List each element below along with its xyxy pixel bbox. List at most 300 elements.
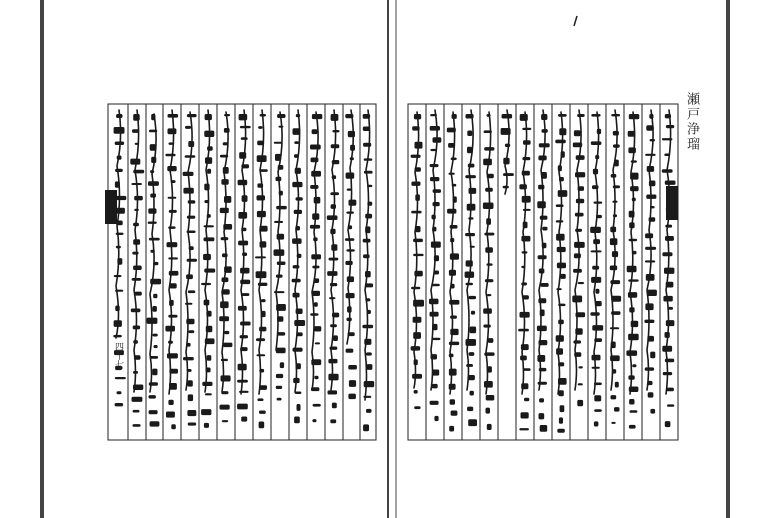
character-stroke: [558, 378, 567, 385]
character-stroke: [363, 114, 370, 119]
character-stroke: [256, 338, 265, 341]
character-stroke: [134, 355, 141, 360]
character-stroke: [171, 180, 176, 183]
character-stroke: [645, 260, 655, 262]
character-stroke: [594, 383, 602, 386]
character-stroke: [594, 409, 602, 412]
character-stroke: [311, 158, 319, 163]
character-stroke: [487, 366, 492, 372]
character-stroke: [135, 143, 139, 145]
character-stroke: [540, 425, 548, 432]
character-stroke: [188, 141, 194, 147]
character-stroke: [573, 143, 582, 148]
character-stroke: [204, 225, 214, 227]
character-stroke: [613, 144, 620, 147]
character-stroke: [592, 185, 599, 189]
character-stroke: [292, 182, 302, 187]
character-stroke: [468, 419, 477, 426]
character-stroke: [590, 227, 601, 233]
character-stroke: [147, 318, 158, 324]
character-stroke: [594, 421, 599, 426]
character-stroke: [311, 387, 319, 391]
character-stroke: [131, 183, 142, 185]
character-stroke: [503, 158, 509, 165]
character-stroke: [451, 158, 457, 161]
character-stroke: [520, 356, 527, 361]
character-stroke: [183, 357, 194, 360]
character-stroke: [239, 114, 248, 120]
character-stroke: [469, 188, 477, 194]
character-stroke: [280, 362, 284, 368]
character-stroke: [668, 307, 673, 310]
character-stroke: [133, 371, 138, 374]
character-stroke: [258, 283, 268, 286]
character-stroke: [150, 170, 154, 173]
character-stroke: [466, 339, 477, 346]
left-page-tab-marker: [105, 190, 117, 224]
character-stroke: [221, 391, 228, 394]
character-stroke: [542, 129, 548, 133]
character-stroke: [168, 400, 173, 405]
character-stroke: [312, 213, 319, 219]
character-stroke: [152, 306, 157, 312]
character-stroke: [450, 329, 458, 335]
character-stroke: [224, 114, 230, 116]
character-stroke: [541, 283, 549, 287]
character-stroke: [556, 234, 565, 241]
character-stroke: [540, 310, 545, 317]
character-stroke: [414, 271, 422, 277]
character-stroke: [468, 217, 473, 219]
character-stroke: [313, 237, 317, 241]
character-stroke: [485, 279, 494, 282]
character-stroke: [116, 221, 123, 226]
character-stroke: [465, 175, 476, 178]
character-stroke: [591, 277, 601, 283]
character-stroke: [363, 127, 370, 132]
character-stroke: [575, 328, 582, 334]
character-stroke: [645, 233, 653, 238]
character-stroke: [169, 383, 177, 390]
character-stroke: [611, 311, 620, 315]
character-stroke: [430, 177, 439, 181]
character-stroke: [260, 114, 266, 117]
character-stroke: [134, 209, 139, 211]
character-stroke: [540, 216, 548, 220]
character-stroke: [133, 385, 143, 391]
character-stroke: [222, 253, 228, 257]
character-stroke: [165, 154, 175, 157]
character-stroke: [328, 390, 338, 394]
character-stroke: [431, 354, 438, 359]
character-stroke: [628, 375, 634, 379]
character-stroke: [260, 226, 268, 232]
character-stroke: [296, 197, 303, 200]
character-stroke: [560, 274, 566, 279]
character-stroke: [470, 246, 475, 248]
character-stroke: [260, 241, 267, 247]
character-stroke: [520, 312, 530, 318]
character-stroke: [415, 194, 420, 201]
character-stroke: [186, 319, 194, 325]
character-stroke: [558, 190, 568, 197]
character-stroke: [432, 227, 436, 232]
character-stroke: [501, 128, 511, 135]
character-stroke: [503, 186, 509, 189]
character-stroke: [466, 283, 474, 286]
character-stroke: [238, 364, 247, 371]
character-stroke: [579, 366, 583, 368]
character-stroke: [572, 296, 582, 303]
character-stroke: [590, 312, 599, 315]
character-stroke: [453, 196, 457, 202]
character-stroke: [187, 114, 197, 117]
character-stroke: [629, 399, 634, 405]
character-stroke: [204, 184, 209, 191]
character-stroke: [206, 326, 213, 332]
character-stroke: [615, 382, 619, 388]
character-stroke: [238, 306, 247, 311]
character-stroke: [312, 266, 319, 269]
character-stroke: [629, 222, 634, 228]
character-stroke: [150, 194, 156, 198]
character-stroke: [411, 346, 421, 351]
character-stroke: [524, 398, 529, 401]
character-stroke: [414, 390, 418, 394]
character-stroke: [149, 238, 160, 241]
character-stroke: [294, 320, 305, 326]
character-stroke: [592, 266, 599, 270]
character-stroke: [610, 266, 617, 271]
character-stroke: [541, 114, 547, 120]
character-stroke: [629, 307, 634, 312]
character-stroke: [612, 251, 618, 257]
character-stroke: [237, 404, 248, 410]
character-stroke: [597, 129, 601, 134]
character-stroke: [538, 382, 547, 385]
character-stroke: [261, 311, 266, 317]
character-stroke: [346, 293, 355, 298]
character-stroke: [242, 228, 246, 232]
character-stroke: [115, 181, 120, 187]
character-stroke: [662, 252, 672, 256]
character-stroke: [662, 138, 673, 140]
character-stroke: [278, 165, 284, 170]
character-stroke: [220, 208, 229, 213]
character-stroke: [168, 226, 175, 229]
character-stroke: [556, 348, 563, 355]
character-stroke: [432, 384, 438, 389]
character-stroke: [133, 170, 144, 174]
character-stroke: [450, 253, 459, 259]
character-stroke: [596, 215, 602, 218]
character-stroke: [521, 412, 529, 418]
character-stroke: [130, 159, 140, 165]
character-stroke: [484, 381, 493, 388]
character-stroke: [165, 326, 175, 332]
character-stroke: [133, 410, 140, 413]
character-stroke: [522, 171, 530, 176]
character-stroke: [610, 227, 616, 233]
character-stroke: [591, 250, 602, 252]
character-stroke: [222, 420, 228, 422]
character-stroke: [261, 299, 266, 302]
character-stroke: [133, 340, 138, 344]
character-stroke: [521, 236, 530, 242]
character-stroke: [241, 137, 248, 140]
character-stroke: [224, 266, 232, 273]
character-stroke: [610, 327, 619, 329]
character-stroke: [330, 419, 336, 423]
character-stroke: [523, 368, 531, 371]
character-stroke: [415, 226, 420, 232]
character-stroke: [204, 237, 215, 241]
character-stroke: [314, 376, 318, 380]
character-stroke: [561, 151, 565, 158]
character-stroke: [330, 324, 337, 327]
character-stroke: [432, 215, 436, 220]
character-stroke: [538, 185, 544, 190]
character-stroke: [630, 173, 638, 180]
character-stroke: [449, 426, 454, 432]
character-stroke: [363, 424, 369, 431]
character-stroke: [413, 254, 423, 256]
character-stroke: [166, 412, 175, 418]
character-stroke: [664, 268, 674, 274]
character-stroke: [520, 114, 528, 121]
character-stroke: [467, 131, 472, 137]
character-stroke: [522, 196, 531, 203]
character-stroke: [645, 154, 655, 156]
character-stroke: [538, 255, 547, 259]
character-stroke: [240, 126, 251, 128]
character-stroke: [573, 269, 582, 273]
character-stroke: [665, 332, 670, 338]
character-stroke: [222, 289, 229, 294]
character-stroke: [663, 296, 672, 302]
character-stroke: [665, 114, 671, 118]
character-stroke: [220, 155, 228, 158]
character-stroke: [187, 369, 192, 372]
character-stroke: [465, 272, 475, 278]
character-stroke: [611, 422, 615, 424]
character-stroke: [295, 226, 300, 231]
character-stroke: [521, 266, 525, 268]
character-stroke: [367, 185, 372, 187]
character-stroke: [432, 284, 440, 287]
character-stroke: [277, 316, 283, 322]
character-stroke: [610, 238, 618, 245]
character-stroke: [486, 408, 491, 414]
character-stroke: [167, 166, 176, 171]
character-stroke: [537, 326, 547, 332]
character-stroke: [149, 410, 158, 414]
character-stroke: [277, 332, 285, 336]
character-stroke: [432, 324, 437, 330]
character-stroke: [207, 355, 212, 361]
character-stroke: [188, 200, 196, 203]
character-stroke: [349, 380, 356, 387]
character-stroke: [483, 308, 492, 313]
character-stroke: [629, 211, 635, 218]
character-stroke: [541, 172, 547, 179]
character-stroke: [201, 283, 211, 285]
character-stroke: [665, 181, 676, 185]
character-stroke: [414, 114, 421, 119]
character-stroke: [169, 210, 177, 213]
character-stroke: [647, 290, 657, 296]
character-stroke: [557, 247, 566, 252]
character-stroke: [467, 204, 476, 211]
character-stroke: [311, 171, 321, 177]
character-stroke: [168, 114, 179, 118]
character-stroke: [519, 184, 527, 189]
character-stroke: [363, 143, 371, 147]
character-stroke: [575, 172, 585, 177]
character-stroke: [187, 231, 196, 234]
character-stroke: [188, 394, 193, 401]
character-stroke: [611, 342, 616, 349]
character-stroke: [413, 300, 424, 307]
character-stroke: [502, 114, 513, 119]
character-stroke: [523, 222, 528, 229]
character-stroke: [296, 309, 303, 315]
character-stroke: [330, 283, 337, 286]
character-stroke: [183, 188, 193, 194]
character-stroke: [168, 257, 178, 259]
character-stroke: [411, 182, 420, 186]
character-stroke: [277, 114, 285, 118]
character-stroke: [557, 263, 566, 269]
character-stroke: [332, 160, 340, 164]
character-stroke: [665, 236, 674, 241]
character-stroke: [310, 313, 318, 316]
character-stroke: [295, 168, 301, 174]
character-stroke: [363, 396, 371, 398]
character-stroke: [170, 283, 177, 288]
character-stroke: [257, 155, 267, 162]
character-stroke: [223, 224, 232, 230]
character-stroke: [558, 362, 564, 366]
character-stroke: [449, 369, 457, 376]
character-stroke: [313, 278, 319, 283]
character-stroke: [542, 243, 547, 249]
character-stroke: [186, 274, 193, 279]
character-stroke: [415, 142, 423, 149]
character-stroke: [330, 229, 335, 234]
character-stroke: [333, 335, 338, 341]
character-stroke: [115, 169, 123, 172]
character-stroke: [169, 271, 179, 276]
character-stroke: [169, 142, 174, 145]
character-stroke: [487, 114, 491, 117]
character-stroke: [279, 126, 284, 128]
character-stroke: [277, 234, 285, 240]
character-stroke: [238, 212, 247, 219]
character-stroke: [558, 165, 562, 171]
character-stroke: [484, 233, 494, 236]
right-page-header-label: 瀬戸浄瑠: [684, 92, 699, 152]
character-stroke: [188, 330, 194, 333]
character-stroke: [240, 347, 247, 351]
character-stroke: [450, 238, 454, 242]
character-stroke: [411, 211, 421, 214]
character-stroke: [649, 217, 656, 222]
character-stroke: [257, 398, 263, 401]
character-stroke: [539, 269, 545, 274]
character-stroke: [311, 359, 321, 365]
character-stroke: [259, 169, 267, 172]
character-stroke: [574, 253, 581, 258]
character-stroke: [296, 363, 301, 369]
character-stroke: [558, 114, 567, 117]
character-stroke: [467, 147, 472, 153]
character-stroke: [450, 316, 457, 319]
character-stroke: [188, 423, 197, 426]
character-stroke: [150, 421, 160, 426]
character-stroke: [648, 392, 654, 397]
character-stroke: [294, 154, 299, 158]
character-stroke: [311, 254, 321, 259]
character-stroke: [430, 126, 440, 131]
character-stroke: [114, 320, 122, 327]
character-stroke: [171, 424, 176, 429]
character-stroke: [223, 167, 229, 174]
character-stroke: [487, 174, 494, 178]
character-stroke: [488, 338, 494, 343]
character-stroke: [433, 202, 440, 206]
character-stroke: [523, 140, 531, 145]
character-stroke: [329, 297, 335, 299]
character-stroke: [314, 326, 321, 331]
character-stroke: [646, 195, 656, 199]
character-stroke: [153, 294, 157, 298]
character-stroke: [167, 242, 178, 247]
character-stroke: [539, 413, 545, 419]
character-stroke: [485, 188, 493, 192]
character-stroke: [113, 335, 122, 338]
character-stroke: [591, 114, 600, 117]
character-stroke: [330, 192, 339, 195]
character-stroke: [429, 299, 439, 305]
character-stroke: [650, 206, 655, 208]
character-stroke: [188, 290, 196, 293]
character-stroke: [613, 185, 620, 188]
character-stroke: [466, 364, 473, 367]
character-stroke: [629, 114, 640, 119]
character-stroke: [240, 268, 249, 274]
character-stroke: [221, 375, 231, 381]
character-stroke: [151, 114, 155, 120]
character-stroke: [294, 141, 299, 144]
character-stroke: [466, 260, 473, 266]
character-stroke: [201, 409, 211, 415]
character-stroke: [364, 158, 373, 160]
character-stroke: [276, 348, 286, 354]
character-stroke: [577, 114, 585, 117]
character-stroke: [239, 391, 249, 393]
character-stroke: [149, 395, 156, 399]
character-stroke: [538, 298, 546, 303]
character-stroke: [364, 381, 375, 387]
character-stroke: [133, 223, 139, 226]
character-stroke: [649, 114, 653, 119]
character-stroke: [332, 313, 339, 318]
character-stroke: [116, 246, 121, 249]
character-stroke: [665, 359, 674, 363]
character-stroke: [465, 233, 475, 236]
character-stroke: [629, 239, 638, 241]
